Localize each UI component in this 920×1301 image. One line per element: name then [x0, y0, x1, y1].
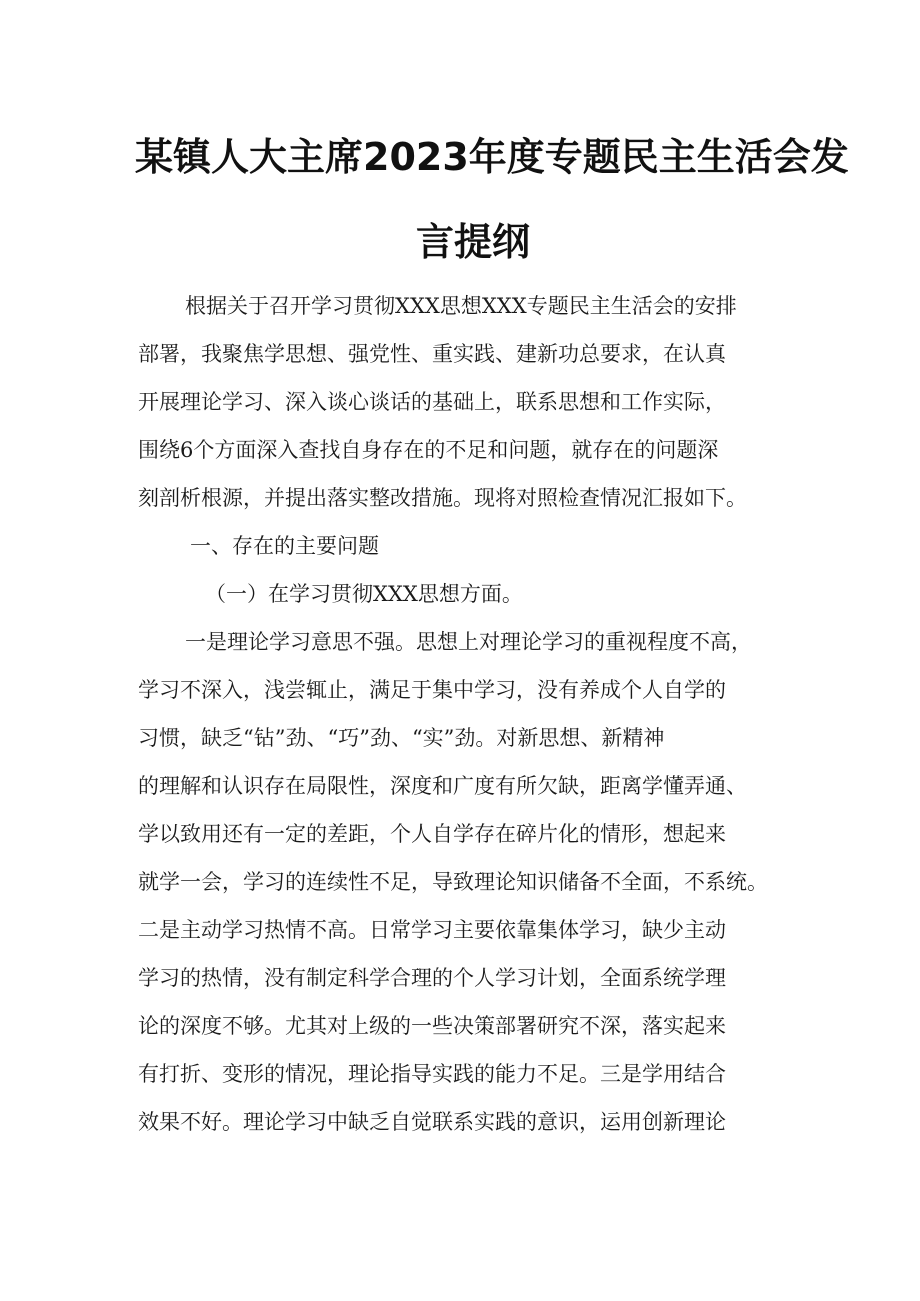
document-title-line-1: 某镇人大主席2023年度专题民主生活会发 — [135, 135, 849, 179]
paragraph-line: 部署，我聚焦学思想、强党性、重实践、建新功总要求，在认真 — [138, 342, 726, 366]
paragraph-line: 一是理论学习意思不强。思想上对理论学习的重视程度不高， — [185, 630, 752, 654]
subsection-heading: （一）在学习贯彻XXX思想方面。 — [205, 582, 523, 606]
paragraph-line: 二是主动学习热情不高。日常学习主要依靠集体学习，缺少主动 — [138, 918, 726, 942]
paragraph-line: 学习不深入，浅尝辄止，满足于集中学习，没有养成个人自学的 — [138, 678, 726, 702]
paragraph-line: 论的深度不够。尤其对上级的一些决策部署研究不深，落实起来 — [138, 1014, 726, 1038]
paragraph-line: 学以致用还有一定的差距，个人自学存在碎片化的情形，想起来 — [138, 822, 726, 846]
paragraph-line: 习惯，缺乏“钻”劲、“巧”劲、“实”劲。对新思想、新精神 — [138, 726, 665, 750]
paragraph-line: 就学一会，学习的连续性不足，导致理论知识储备不全面，不系统。 — [138, 870, 768, 894]
paragraph-line: 围绕6个方面深入查找自身存在的不足和问题，就存在的问题深 — [138, 438, 719, 462]
paragraph-line: 根据关于召开学习贯彻XXX思想XXX专题民主生活会的安排 — [185, 294, 737, 318]
paragraph-line: 开展理论学习、深入谈心谈话的基础上，联系思想和工作实际， — [138, 390, 726, 414]
paragraph-line: 效果不好。理论学习中缺乏自觉联系实践的意识，运用创新理论 — [138, 1110, 726, 1134]
paragraph-line: 有打折、变形的情况，理论指导实践的能力不足。三是学用结合 — [138, 1062, 726, 1086]
paragraph-line: 学习的热情，没有制定科学合理的个人学习计划，全面系统学理 — [138, 966, 726, 990]
paragraph-line: 的理解和认识存在局限性，深度和广度有所欠缺，距离学懂弄通、 — [138, 774, 747, 798]
document-title-line-2: 言提纲 — [416, 220, 531, 264]
paragraph-line: 刻剖析根源，并提出落实整改措施。现将对照检查情况汇报如下。 — [138, 486, 747, 510]
section-heading: 一、存在的主要问题 — [190, 534, 379, 558]
